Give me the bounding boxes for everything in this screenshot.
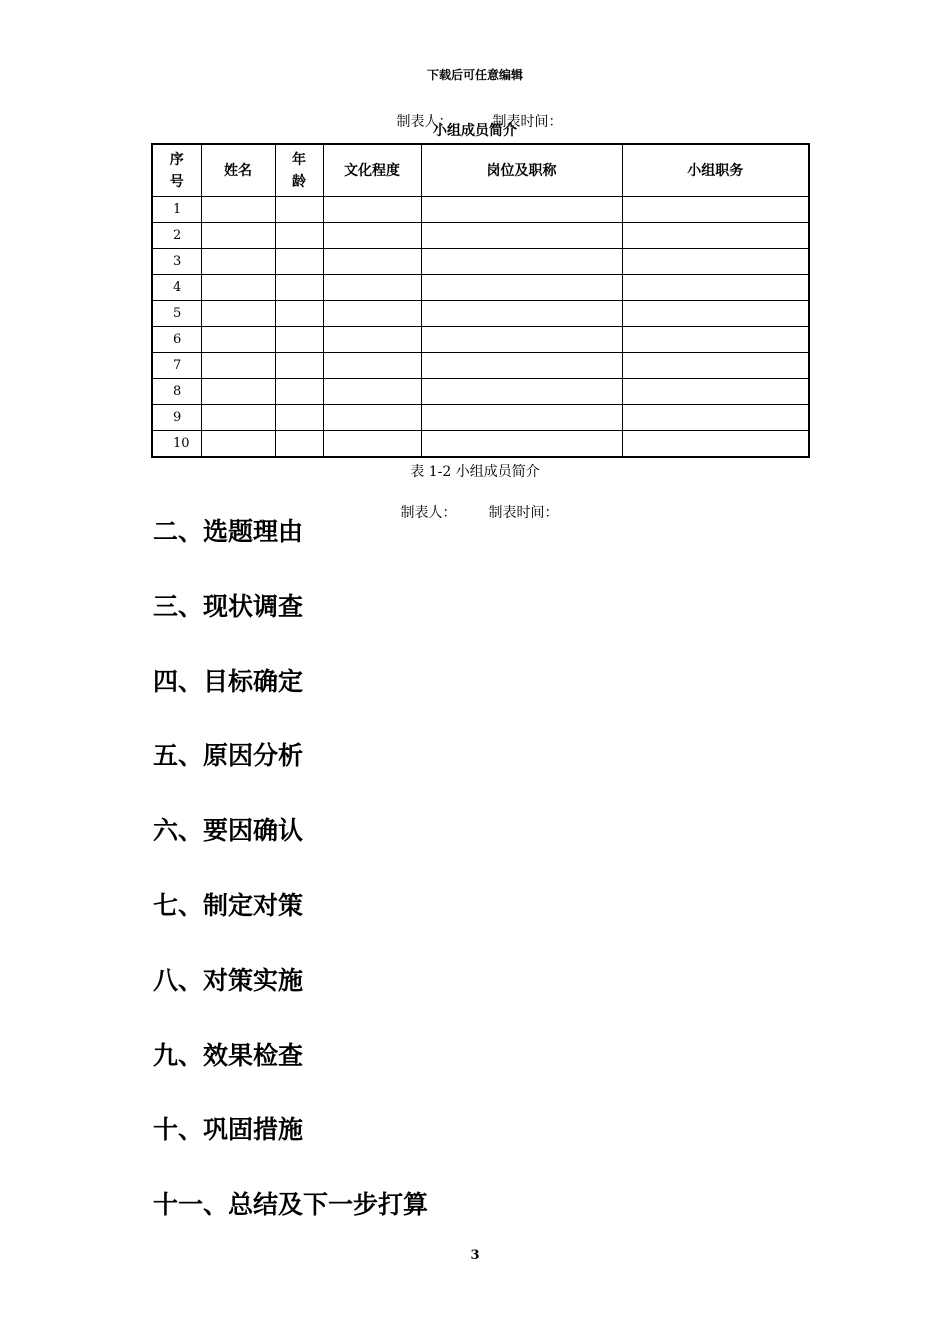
cell-position — [421, 301, 622, 327]
table-header-row — [152, 144, 809, 197]
section-heading: 九、效果检查 — [153, 1040, 304, 1070]
cell-no: 10 — [152, 431, 201, 458]
cell-education — [323, 223, 421, 249]
download-note: 下载后可任意编辑 — [426, 68, 523, 82]
cell-name — [201, 353, 275, 379]
table-caption: 表 1-2 小组成员简介 — [410, 464, 540, 480]
cell-role — [622, 301, 809, 327]
cell-education — [323, 431, 421, 458]
table-row — [152, 197, 809, 223]
cell-education — [323, 405, 421, 431]
cell-education — [323, 197, 421, 223]
cell-role — [622, 431, 809, 458]
table-row — [152, 249, 809, 275]
cell-education — [323, 327, 421, 353]
table-row — [152, 327, 809, 353]
cell-position — [421, 353, 622, 379]
col-header-no-part1: 序号 — [169, 151, 184, 190]
cell-name — [201, 379, 275, 405]
cell-no: 8 — [152, 379, 201, 405]
cell-name — [201, 301, 275, 327]
cell-age — [275, 301, 323, 327]
cell-name — [201, 275, 275, 301]
cell-education — [323, 353, 421, 379]
cell-no: 7 — [152, 353, 201, 379]
section-heading-list — [153, 514, 428, 1262]
cell-position — [421, 379, 622, 405]
cell-no: 4 — [152, 275, 201, 301]
cell-education — [323, 249, 421, 275]
cell-age — [275, 249, 323, 275]
cell-no: 9 — [152, 405, 201, 431]
col-header-no — [152, 144, 201, 197]
table-maker-line-bottom — [0, 486, 950, 522]
cell-age — [275, 405, 323, 431]
table-row — [152, 275, 809, 301]
cell-role — [622, 275, 809, 301]
maker-label: 制表人： — [396, 114, 453, 130]
section-heading: 七、制定对策 — [153, 890, 304, 920]
col-header-name: 姓名 — [201, 144, 275, 197]
col-header-age — [275, 144, 323, 197]
cell-no: 5 — [152, 301, 201, 327]
section-heading: 五、原因分析 — [153, 741, 304, 771]
cell-age — [275, 353, 323, 379]
cell-age — [275, 197, 323, 223]
cell-position — [421, 327, 622, 353]
time-label: 制表时间： — [492, 114, 563, 130]
cell-education — [323, 301, 421, 327]
cell-role — [622, 223, 809, 249]
cell-name — [201, 431, 275, 458]
section-heading: 三、现状调查 — [153, 591, 304, 621]
section-heading: 四、目标确定 — [153, 666, 304, 696]
cell-role — [622, 197, 809, 223]
cell-position — [421, 223, 622, 249]
cell-no: 3 — [152, 249, 201, 275]
members-table — [151, 143, 810, 458]
col-header-role: 小组职务 — [622, 144, 809, 197]
cell-name — [201, 405, 275, 431]
table-row — [152, 301, 809, 327]
maker-label: 制表人： — [400, 505, 457, 521]
cell-no: 6 — [152, 327, 201, 353]
table-row — [152, 431, 809, 458]
table-row — [152, 379, 809, 405]
table-row — [152, 353, 809, 379]
cell-education — [323, 275, 421, 301]
cell-age — [275, 327, 323, 353]
cell-position — [421, 249, 622, 275]
cell-age — [275, 379, 323, 405]
cell-education — [323, 379, 421, 405]
cell-no: 2 — [152, 223, 201, 249]
section-heading: 十一、总结及下一步打算 — [153, 1190, 429, 1220]
page-number: 3 — [470, 1248, 480, 1263]
table-title: 小组成员简介 — [433, 123, 517, 139]
time-label: 制表时间： — [488, 505, 559, 521]
table-row — [152, 223, 809, 249]
cell-no: 1 — [152, 197, 201, 223]
cell-role — [622, 327, 809, 353]
table-body — [152, 197, 809, 458]
cell-age — [275, 431, 323, 458]
cell-position — [421, 431, 622, 458]
cell-role — [622, 405, 809, 431]
col-header-position: 岗位及职称 — [421, 144, 622, 197]
col-header-age-text: 年龄 — [292, 151, 306, 190]
cell-name — [201, 327, 275, 353]
cell-age — [275, 275, 323, 301]
cell-role — [622, 249, 809, 275]
cell-position — [421, 275, 622, 301]
cell-position — [421, 405, 622, 431]
table-row — [152, 405, 809, 431]
section-heading: 八、对策实施 — [153, 965, 304, 995]
cell-position — [421, 197, 622, 223]
cell-age — [275, 223, 323, 249]
section-heading: 六、要因确认 — [153, 816, 304, 846]
cell-role — [622, 353, 809, 379]
section-heading: 二、选题理由 — [153, 517, 304, 546]
cell-role — [622, 379, 809, 405]
cell-name — [201, 249, 275, 275]
cell-name — [201, 197, 275, 223]
col-header-education: 文化程度 — [323, 144, 421, 197]
section-heading: 十、巩固措施 — [153, 1115, 304, 1145]
cell-name — [201, 223, 275, 249]
